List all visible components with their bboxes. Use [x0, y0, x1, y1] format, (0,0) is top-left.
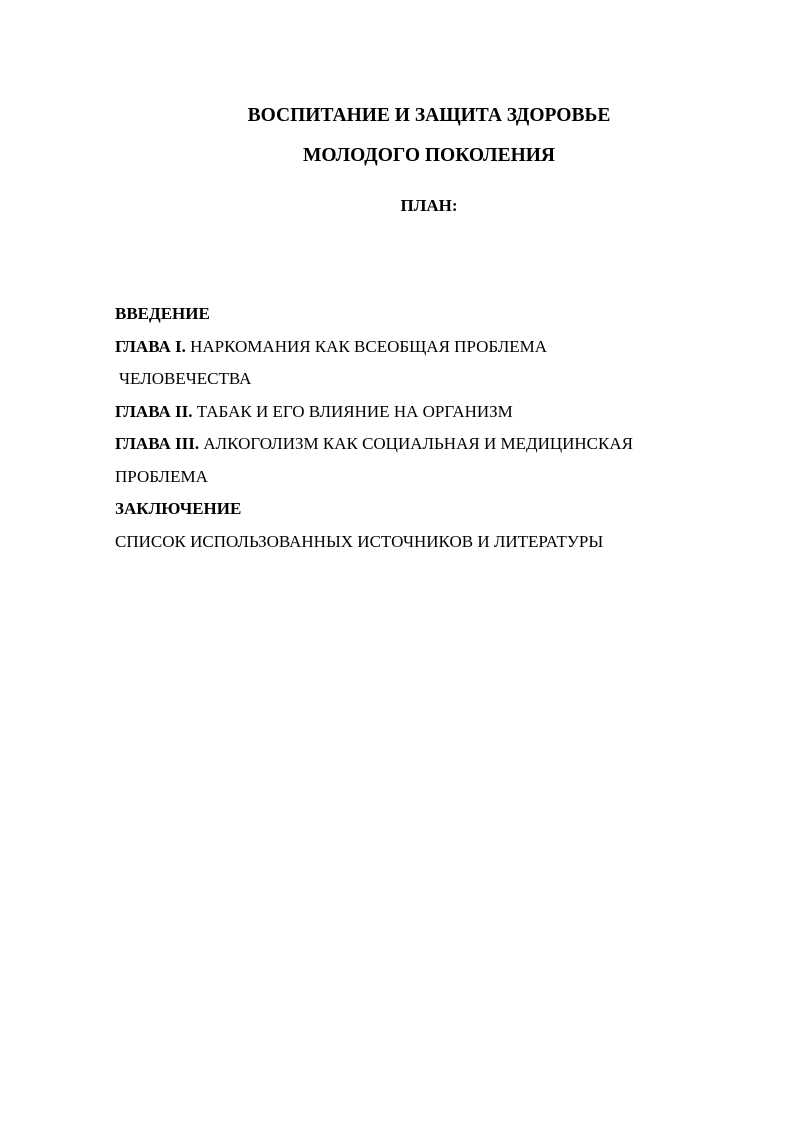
toc-conclusion-label: ЗАКЛЮЧЕНИЕ: [115, 499, 242, 518]
toc-chapter-1-title-cont: ЧЕЛОВЕЧЕСТВА: [119, 369, 252, 388]
toc-chapter-1-continuation: [115, 363, 735, 396]
toc-references-label: СПИСОК ИСПОЛЬЗОВАННЫХ ИСТОЧНИКОВ И ЛИТЕРАТУРЫ: [115, 531, 604, 551]
toc-chapter-1: [115, 331, 735, 364]
table-of-contents: [115, 298, 735, 558]
title-line-1: ВОСПИТАНИЕ И ЗАЩИТА ЗДОРОВЬЕ: [247, 105, 611, 126]
toc-references: [115, 526, 735, 559]
toc-chapter-3-title-cont: ПРОБЛЕМА: [115, 466, 208, 486]
toc-chapter-3-label: ГЛАВА III.: [115, 434, 200, 453]
toc-chapter-2: [115, 396, 735, 429]
toc-chapter-1-title: НАРКОМАНИЯ КАК ВСЕОБЩАЯ ПРОБЛЕМА: [190, 336, 548, 356]
toc-chapter-2-label: ГЛАВА II.: [115, 401, 193, 421]
toc-chapter-3-title: АЛКОГОЛИЗМ КАК СОЦИАЛЬНАЯ И МЕДИЦИНСКАЯ: [203, 434, 633, 453]
toc-intro: [115, 298, 735, 331]
toc-chapter-3: [115, 428, 735, 461]
toc-chapter-1-label: ГЛАВА I.: [115, 336, 186, 356]
toc-intro-label: ВВЕДЕНИЕ: [115, 304, 210, 323]
toc-chapter-3-continuation: [115, 461, 735, 494]
document-title: [0, 96, 800, 176]
toc-conclusion: [115, 493, 735, 526]
plan-heading: ПЛАН:: [400, 196, 458, 215]
toc-chapter-2-title: ТАБАК И ЕГО ВЛИЯНИЕ НА ОРГАНИЗМ: [196, 401, 513, 421]
title-line-2: МОЛОДОГО ПОКОЛЕНИЯ: [302, 145, 555, 166]
